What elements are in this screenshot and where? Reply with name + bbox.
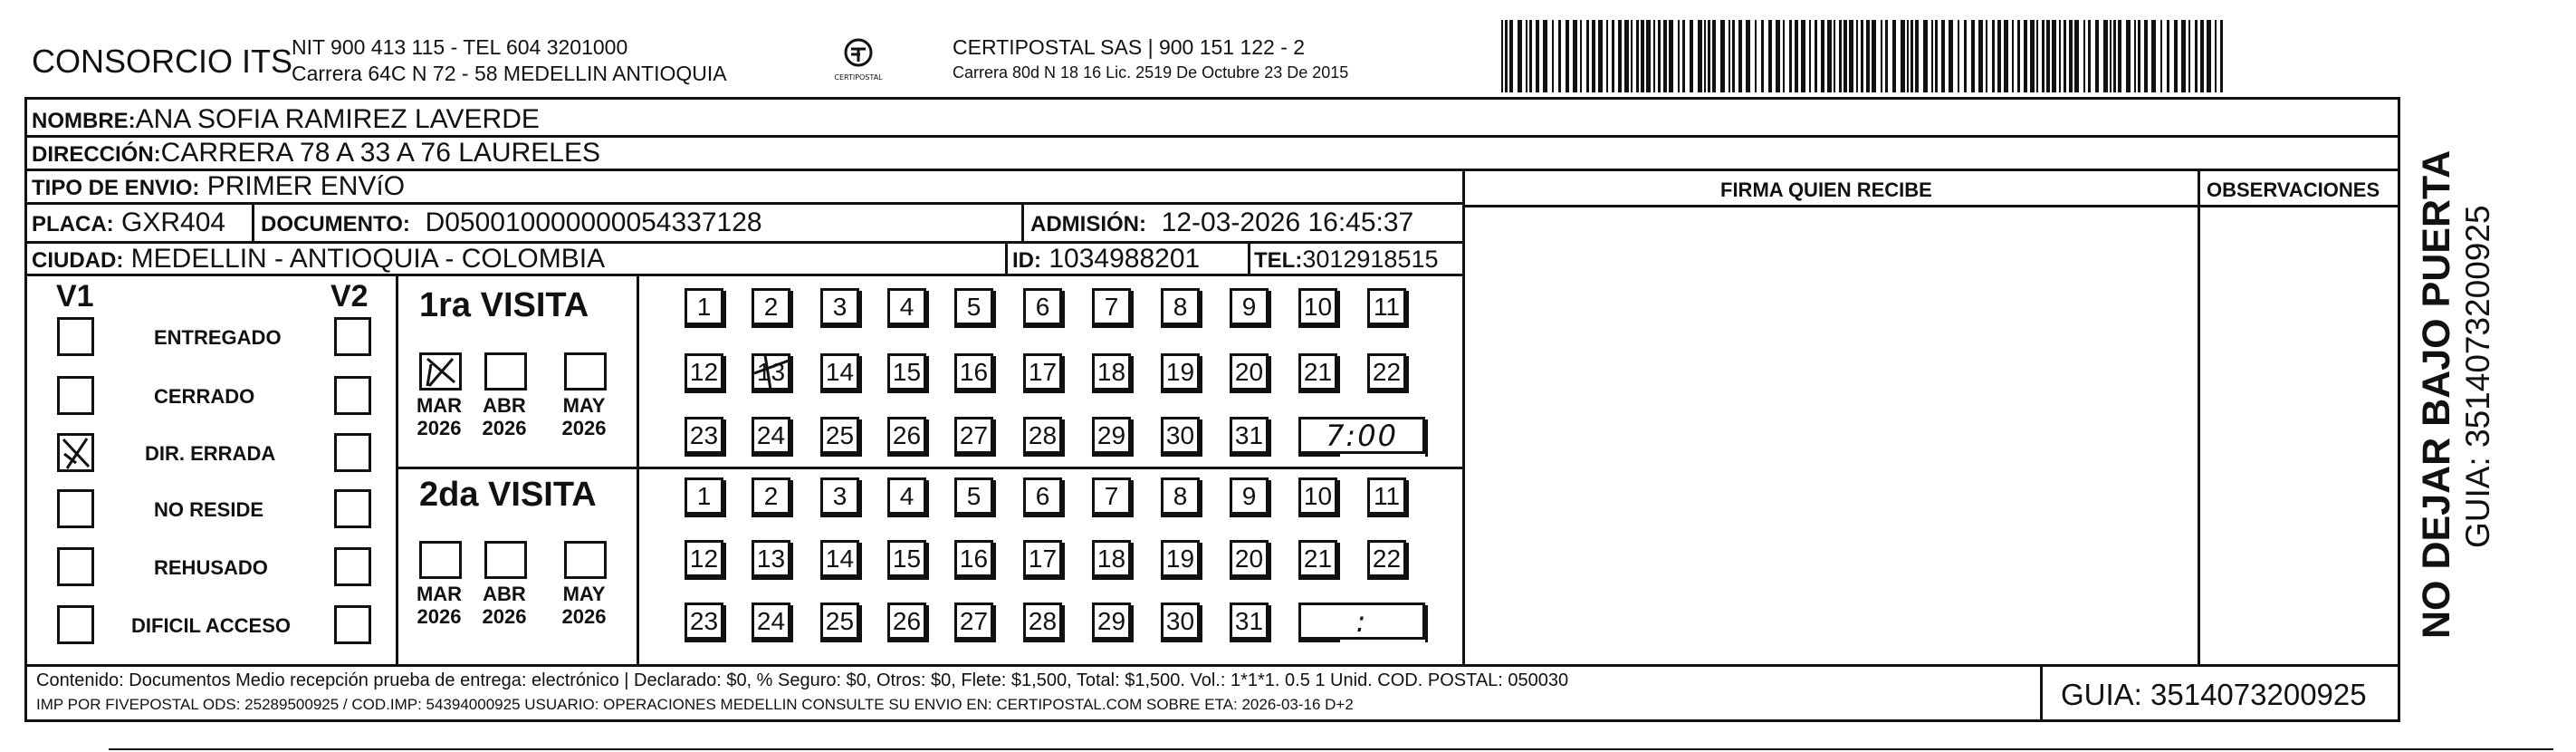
day-checkbox[interactable] [685,540,723,577]
city-row [32,246,605,273]
plate-label: PLACA: [32,212,114,236]
day-number: 4 [899,481,915,510]
status-option-label: DIFICIL ACCESO [131,614,292,637]
status-option-label: ENTREGADO [154,326,282,349]
month-checkbox[interactable] [484,541,527,579]
day-number: 22 [1372,357,1402,386]
day-checkbox[interactable] [1023,288,1062,325]
day-number: 8 [1173,292,1188,321]
time-field[interactable] [1298,417,1425,454]
day-checkbox[interactable] [820,288,859,325]
day-checkbox[interactable] [752,288,790,325]
month-label: ABR 2026 [482,394,527,440]
document-label: DOCUMENTO: [261,212,410,236]
day-number: 29 [1096,420,1126,449]
day-checkbox[interactable] [1092,540,1131,577]
company-info-line2: Carrera 64C N 72 - 58 MEDELLIN ANTIOQUIA [292,62,727,85]
day-number: 7 [1104,292,1119,321]
v1-checkbox[interactable] [57,547,94,586]
day-number: 21 [1303,544,1333,573]
name-label: NOMBRE: [32,109,136,133]
day-number: 27 [959,606,989,635]
day-checkbox[interactable] [887,288,926,325]
shipment-type: PRIMER ENVíO [206,171,406,201]
day-number: 13 [756,357,786,386]
day-number: 16 [959,544,989,573]
observations-header: OBSERVACIONES [2207,178,2380,201]
footer-content-line: Contenido: Documentos Medio recepción prueba de entrega: electrónico | Declarado: $0, % Seguro: $0, Otros: $0, Flete: $1,500, Total: $1,500. Vol.: 1*1*1. 0.5 1 Unid. COD. POSTAL: 050030 [36,670,1569,690]
day-number: 29 [1096,606,1126,635]
day-checkbox[interactable] [752,540,790,577]
day-number: 7 [1104,481,1119,510]
courier-info-line2: Carrera 80d N 18 16 Lic. 2519 De Octubre 23 De 2015 [953,63,1349,82]
day-number: 26 [892,606,922,635]
day-checkbox[interactable] [954,603,993,640]
day-checkbox[interactable] [1161,603,1200,640]
day-checkbox[interactable] [887,417,926,454]
month-label: MAY 2026 [561,583,607,629]
status-option-label: REHUSADO [154,556,268,579]
day-checkbox[interactable] [1298,353,1337,390]
month-label: MAR 2026 [416,583,463,629]
observations-area[interactable] [2202,209,2398,662]
day-number: 28 [1028,606,1058,635]
v1-checkbox[interactable] [57,376,94,415]
day-number: 4 [899,292,915,321]
id-number: 1034988201 [1049,244,1201,274]
day-checkbox[interactable] [1367,288,1406,325]
type-label: TIPO DE ENVIO: [32,176,200,200]
day-number: 12 [689,544,719,573]
barcode [1501,20,2226,92]
day-number: 19 [1165,544,1195,573]
day-number: 9 [1241,481,1257,510]
day-number: 11 [1373,292,1401,321]
v2-checkbox[interactable] [334,547,371,586]
day-number: 11 [1373,481,1401,510]
status-option-label: CERRADO [154,385,255,408]
day-checkbox[interactable] [1298,477,1337,515]
certipostal-logo [831,36,886,83]
check-mark-icon [752,353,794,393]
day-checkbox[interactable] [1230,603,1269,640]
day-number: 3 [832,292,847,321]
day-number: 22 [1372,544,1402,573]
id-row [1012,246,1200,273]
check-mark-icon [422,355,460,390]
status-option-label: DIR. ERRADA [145,442,276,465]
day-checkbox[interactable] [752,417,790,454]
day-number: 10 [1303,292,1333,321]
day-checkbox[interactable] [1161,417,1200,454]
v2-checkbox[interactable] [334,317,371,356]
day-checkbox[interactable] [1092,603,1131,640]
status-option-label: NO RESIDE [154,498,264,521]
day-number: 31 [1234,420,1264,449]
day-checkbox[interactable] [1161,477,1200,515]
day-checkbox[interactable] [685,477,723,515]
day-number: 8 [1173,481,1188,510]
day-number: 15 [892,357,922,386]
month-checkbox[interactable] [564,541,607,579]
day-number: 28 [1028,420,1058,449]
day-checkbox[interactable] [1230,288,1269,325]
v2-header: V2 [330,279,369,313]
day-checkbox[interactable] [820,603,859,640]
signature-header: FIRMA QUIEN RECIBE [1720,178,1932,201]
day-number: 20 [1234,544,1264,573]
tel-row [1254,247,1439,272]
city: MEDELLIN - ANTIOQUIA - COLOMBIA [130,244,606,274]
vertical-warning [2413,95,2531,639]
v2-checkbox[interactable] [334,433,371,472]
day-number: 10 [1303,481,1333,510]
time-value: 7:00 [1326,418,1398,453]
footer-print-line: IMP POR FIVEPOSTAL ODS: 25289500925 / COD.IMP: 54394000925 USUARIO: OPERACIONES MEDELLIN CONSULTE SU ENVIO EN: CERTIPOSTAL.COM SOBRE ETA: 2026-03-16 D+2 [36,696,1354,713]
day-checkbox[interactable] [1092,417,1131,454]
day-number: 6 [1035,481,1050,510]
name-row [32,106,540,133]
day-checkbox[interactable] [954,417,993,454]
day-number: 30 [1165,420,1195,449]
day-number: 30 [1165,606,1195,635]
type-row [32,173,405,200]
time-field[interactable] [1298,603,1425,640]
day-checkbox[interactable] [752,603,790,640]
plate: GXR404 [121,207,226,237]
day-number: 12 [689,357,719,386]
day-number: 19 [1165,357,1195,386]
address-row [32,140,600,167]
day-number: 21 [1303,357,1333,386]
svg-text:CERTIPOSTAL: CERTIPOSTAL [834,73,883,82]
city-label: CIUDAD: [32,248,124,273]
day-checkbox[interactable] [954,353,993,390]
day-checkbox[interactable] [752,353,790,390]
day-checkbox[interactable] [1092,288,1131,325]
plate-row [32,209,225,236]
day-checkbox[interactable] [685,288,723,325]
tel-number: 3012918515 [1302,246,1439,273]
day-checkbox[interactable] [1298,288,1337,325]
month-label: MAY 2026 [561,394,607,440]
day-checkbox[interactable] [1230,477,1269,515]
day-number: 5 [966,481,982,510]
day-checkbox[interactable] [954,288,993,325]
recipient-name: ANA SOFIA RAMIREZ LAVERDE [135,104,540,134]
day-checkbox[interactable] [954,540,993,577]
day-checkbox[interactable] [1023,477,1062,515]
day-number: 17 [1028,357,1058,386]
day-number: 2 [763,292,779,321]
company-info-line1: NIT 900 413 115 - TEL 604 3201000 [292,35,628,59]
day-number: 9 [1241,292,1257,321]
day-checkbox[interactable] [820,477,859,515]
day-checkbox[interactable] [685,353,723,390]
day-checkbox[interactable] [887,353,926,390]
day-checkbox[interactable] [1367,353,1406,390]
month-checkbox[interactable] [419,352,462,390]
day-number: 6 [1035,292,1050,321]
month-checkbox[interactable] [484,352,527,390]
month-checkbox[interactable] [564,352,607,390]
day-number: 23 [689,606,719,635]
day-number: 5 [966,292,982,321]
second-visit-title: 2da VISITA [419,476,597,514]
day-number: 25 [825,606,855,635]
v2-checkbox[interactable] [334,376,371,415]
day-checkbox[interactable] [1230,417,1269,454]
day-checkbox[interactable] [1023,417,1062,454]
day-number: 17 [1028,544,1058,573]
month-checkbox[interactable] [419,541,462,579]
day-number: 1 [696,481,712,510]
day-number: 25 [825,420,855,449]
day-number: 2 [763,481,779,510]
month-label: MAR 2026 [416,394,463,440]
company-name: CONSORCIO ITS [32,43,293,80]
day-checkbox[interactable] [954,477,993,515]
day-number: 3 [832,481,847,510]
recipient-address: CARRERA 78 A 33 A 76 LAURELES [160,138,600,168]
day-number: 20 [1234,357,1264,386]
document-number: D050010000000054337128 [425,207,762,237]
day-checkbox[interactable] [1161,540,1200,577]
v1-checkbox[interactable] [57,433,94,472]
day-checkbox[interactable] [1161,288,1200,325]
day-checkbox[interactable] [1230,540,1269,577]
day-checkbox[interactable] [1230,353,1269,390]
document-row [261,209,762,236]
day-checkbox[interactable] [1298,540,1337,577]
courier-info-line1: CERTIPOSTAL SAS | 900 151 122 - 2 [953,35,1306,59]
admission-label: ADMISIÓN: [1030,212,1146,236]
day-checkbox[interactable] [1023,540,1062,577]
signature-area[interactable] [1467,209,2196,662]
tel-label: TEL: [1254,248,1303,273]
v1-checkbox[interactable] [57,605,94,644]
day-checkbox[interactable] [820,353,859,390]
day-checkbox[interactable] [887,540,926,577]
v1-header: V1 [56,279,94,313]
day-number: 24 [756,420,786,449]
check-mark-icon [60,436,92,470]
day-checkbox[interactable] [752,477,790,515]
day-number: 26 [892,420,922,449]
day-number: 13 [756,544,786,573]
first-visit-title: 1ra VISITA [419,286,589,324]
v2-checkbox[interactable] [334,605,371,644]
day-number: 15 [892,544,922,573]
day-number: 14 [825,357,855,386]
day-checkbox[interactable] [1092,353,1131,390]
day-checkbox[interactable] [887,603,926,640]
day-checkbox[interactable] [1092,477,1131,515]
month-label: ABR 2026 [482,583,527,629]
day-checkbox[interactable] [820,540,859,577]
no-dejar-bajo-puerta: NO DEJAR BAJO PUERTA [2415,149,2458,639]
day-number: 18 [1096,357,1126,386]
day-number: 27 [959,420,989,449]
day-number: 18 [1096,544,1126,573]
day-checkbox[interactable] [1023,353,1062,390]
vertical-guide-number: GUIA: 3514073200925 [2459,205,2496,548]
footer-guide-number: GUIA: 3514073200925 [2061,678,2367,711]
day-number: 1 [696,292,712,321]
day-checkbox[interactable] [887,477,926,515]
day-number: 31 [1234,606,1264,635]
day-number: 16 [959,357,989,386]
day-checkbox[interactable] [1023,603,1062,640]
day-checkbox[interactable] [685,417,723,454]
address-label: DIRECCIÓN: [32,142,161,167]
time-value: : [1355,603,1368,639]
day-number: 14 [825,544,855,573]
day-number: 23 [689,420,719,449]
v1-checkbox[interactable] [57,489,94,528]
admission-row [1030,209,1413,236]
day-checkbox[interactable] [1367,477,1406,515]
day-checkbox[interactable] [1161,353,1200,390]
day-checkbox[interactable] [1367,540,1406,577]
day-number: 24 [756,606,786,635]
day-checkbox[interactable] [685,603,723,640]
admission-date: 12-03-2026 16:45:37 [1161,207,1414,237]
v2-checkbox[interactable] [334,489,371,528]
day-checkbox[interactable] [820,417,859,454]
v1-checkbox[interactable] [57,317,94,356]
id-label: ID: [1012,248,1041,273]
